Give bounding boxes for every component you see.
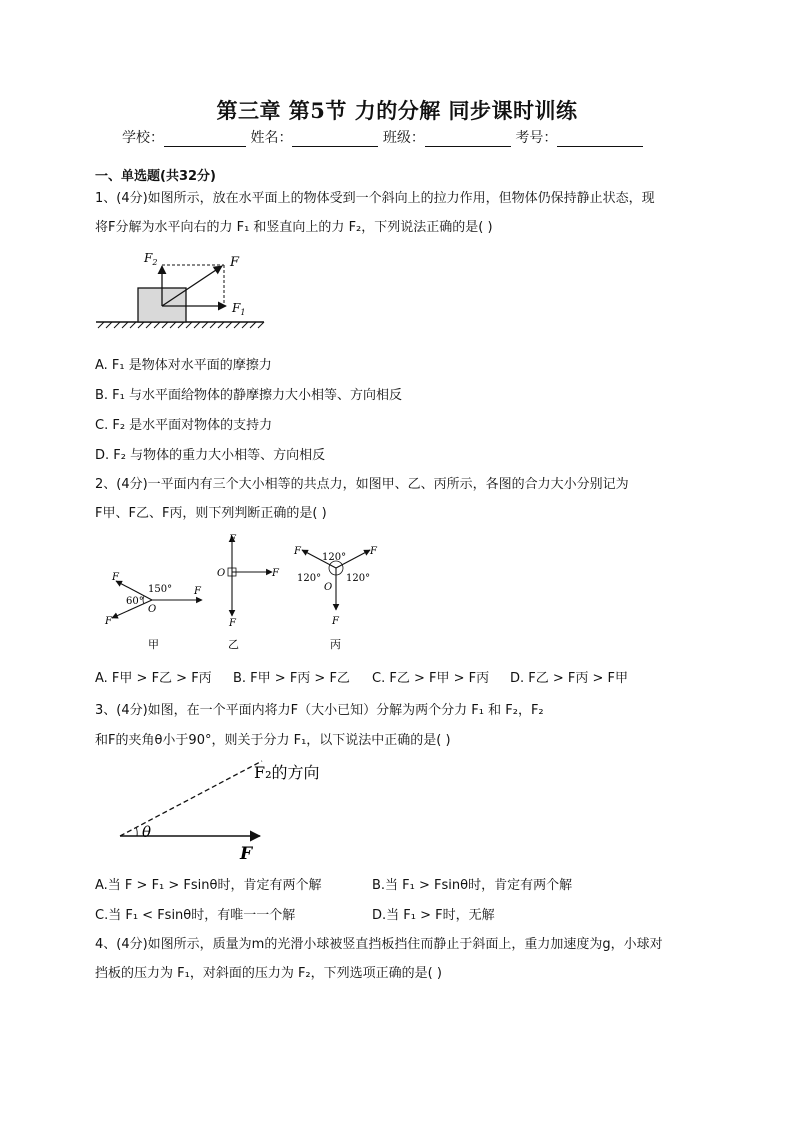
q1-figure bbox=[92, 248, 272, 338]
name-field[interactable] bbox=[292, 132, 378, 147]
svg-text:F: F bbox=[294, 546, 301, 557]
svg-text:120°: 120° bbox=[346, 573, 371, 584]
svg-text:F: F bbox=[112, 572, 119, 583]
figure-jia bbox=[104, 572, 202, 651]
q2-option-d[interactable]: D. F乙 > F丙 > F甲 bbox=[510, 671, 629, 686]
student-info-row bbox=[122, 127, 643, 147]
school-label: 学校： bbox=[122, 130, 164, 146]
svg-text:150°: 150° bbox=[148, 584, 173, 595]
f-label: F bbox=[230, 255, 240, 270]
f-label: F bbox=[240, 844, 253, 864]
section-heading: 一、单选题(共32分) bbox=[95, 169, 216, 184]
f2-label: $F_2$ bbox=[144, 251, 158, 267]
svg-text:F: F bbox=[194, 586, 201, 597]
q1-text-line1: 1、(4分)如图所示，放在水平面上的物体受到一个斜向上的拉力作用，但物体仍保持静止状态，现 bbox=[95, 191, 655, 206]
f1-label: $F_1$ bbox=[232, 301, 246, 317]
f2-direction-label: F₂的方向 bbox=[254, 763, 320, 782]
theta-label: θ bbox=[142, 823, 152, 841]
q1-option-c[interactable]: C. F₂ 是水平面对物体的支持力 bbox=[95, 418, 273, 433]
svg-text:120°: 120° bbox=[297, 573, 322, 584]
q2-text-line1: 2、(4分)一平面内有三个大小相等的共点力，如图甲、乙、丙所示，各图的合力大小分别记为 bbox=[95, 477, 629, 492]
svg-text:F: F bbox=[105, 616, 112, 627]
class-label: 班级： bbox=[382, 130, 425, 146]
number-label: 考号： bbox=[515, 130, 558, 146]
svg-text:F: F bbox=[332, 616, 339, 627]
name-label: 姓名： bbox=[250, 130, 293, 146]
q3-option-d[interactable]: D.当 F₁ > F时，无解 bbox=[372, 908, 495, 923]
q3-figure bbox=[112, 755, 352, 865]
number-field[interactable] bbox=[557, 132, 643, 147]
svg-text:丙: 丙 bbox=[330, 638, 341, 651]
svg-text:60°: 60° bbox=[126, 596, 144, 607]
svg-text:甲: 甲 bbox=[148, 638, 159, 651]
q3-text-line1: 3、(4分)如图，在一个平面内将力F（大小已知）分解为两个分力 F₁ 和 F₂，F₂ bbox=[95, 703, 544, 718]
svg-text:乙: 乙 bbox=[228, 638, 239, 651]
q4-text-line1: 4、(4分)如图所示，质量为m的光滑小球被竖直挡板挡住而静止于斜面上，重力加速度为g，小球对 bbox=[95, 937, 663, 952]
school-field[interactable] bbox=[164, 132, 246, 147]
svg-text:O: O bbox=[217, 568, 226, 579]
q1-option-d[interactable]: D. F₂ 与物体的重力大小相等、方向相反 bbox=[95, 448, 326, 463]
q2-figure bbox=[100, 530, 400, 655]
q1-option-b[interactable]: B. F₁ 与水平面给物体的静摩擦力大小相等、方向相反 bbox=[95, 388, 403, 403]
q4-text-line2: 挡板的压力为 F₁，对斜面的压力为 F₂，下列选项正确的是( ) bbox=[95, 966, 442, 981]
q3-option-b[interactable]: B.当 F₁ > Fsinθ时，肯定有两个解 bbox=[372, 878, 573, 893]
ground-hatch bbox=[98, 322, 264, 328]
svg-text:F: F bbox=[229, 534, 236, 545]
svg-text:F: F bbox=[229, 618, 236, 629]
q2-option-c[interactable]: C. F乙 > F甲 > F丙 bbox=[372, 671, 490, 686]
svg-text:O: O bbox=[324, 582, 333, 593]
svg-text:F: F bbox=[272, 568, 279, 579]
q3-option-a[interactable]: A.当 F > F₁ > Fsinθ时，肯定有两个解 bbox=[95, 878, 322, 893]
svg-text:120°: 120° bbox=[322, 552, 347, 563]
svg-text:F: F bbox=[370, 546, 377, 557]
q2-text-line2: F甲、F乙、F丙，则下列判断正确的是( ) bbox=[95, 506, 327, 521]
f-arrow bbox=[162, 266, 222, 306]
q2-option-b[interactable]: B. F甲 > F丙 > F乙 bbox=[233, 671, 350, 686]
q1-option-a[interactable]: A. F₁ 是物体对水平面的摩擦力 bbox=[95, 358, 272, 373]
page-title: 第三章 第5节 力的分解 同步课时训练 bbox=[216, 98, 578, 123]
figure-bing bbox=[293, 546, 378, 651]
figure-yi bbox=[217, 534, 280, 651]
q3-text-line2: 和F的夹角θ小于90°，则关于分力 F₁，以下说法中正确的是( ) bbox=[95, 733, 451, 748]
class-field[interactable] bbox=[425, 132, 511, 147]
q1-text-line2: 将F分解为水平向右的力 F₁ 和竖直向上的力 F₂，下列说法正确的是( ) bbox=[95, 220, 493, 235]
svg-text:O: O bbox=[148, 604, 157, 615]
q3-option-c[interactable]: C.当 F₁ < Fsinθ时，有唯一一个解 bbox=[95, 908, 296, 923]
q2-option-a[interactable]: A. F甲 > F乙 > F丙 bbox=[95, 671, 212, 686]
